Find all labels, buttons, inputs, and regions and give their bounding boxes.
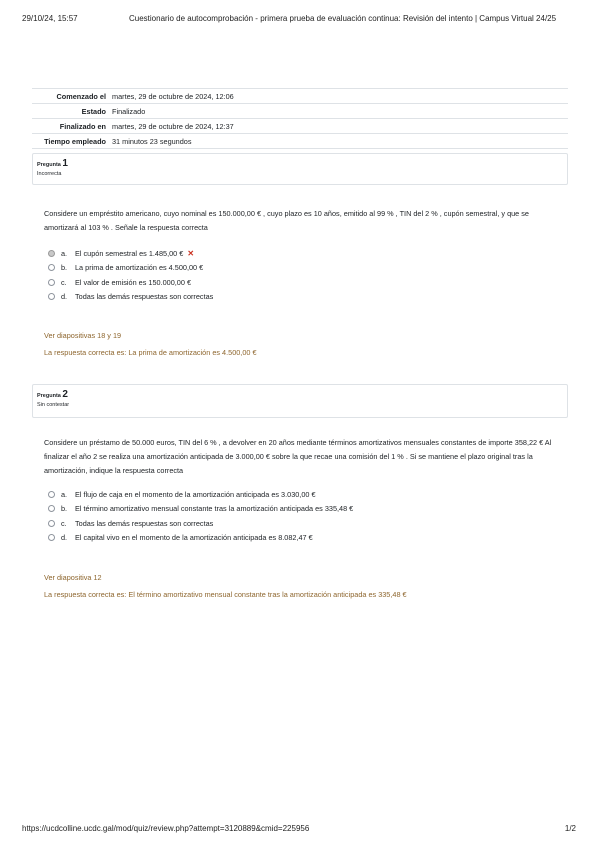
- general-feedback: Ver diapositiva 12: [44, 573, 102, 582]
- question-2-answers: [48, 487, 353, 545]
- question-state: Sin contestar: [37, 402, 70, 408]
- summary-row: [32, 89, 568, 104]
- answer-text: El flujo de caja en el momento de la amortización anticipada es 3.030,00 €: [75, 489, 316, 499]
- summary-value: martes, 29 de octubre de 2024, 12:37: [112, 121, 234, 131]
- answer-option[interactable]: [48, 487, 353, 502]
- answer-option[interactable]: [48, 275, 213, 290]
- page-url: https://ucdcolline.ucdc.gal/mod/quiz/review.php?attempt=3120889&cmid=225956: [22, 824, 310, 833]
- question-number-line: [37, 389, 563, 400]
- radio-button[interactable]: [48, 520, 55, 527]
- answer-letter: a.: [61, 489, 68, 499]
- answer-option[interactable]: [48, 246, 213, 261]
- answer-letter: c.: [61, 518, 67, 528]
- page-number: 1/2: [564, 824, 576, 833]
- radio-button[interactable]: [48, 279, 55, 286]
- attempt-summary-table: [32, 88, 568, 149]
- question-2-info: [32, 384, 568, 418]
- answer-letter: c.: [61, 277, 67, 287]
- answer-letter: b.: [61, 263, 68, 273]
- radio-button[interactable]: [48, 491, 55, 498]
- summary-value: 31 minutos 23 segundos: [112, 136, 192, 146]
- answer-letter: d.: [61, 533, 68, 543]
- question-number: 1: [62, 158, 68, 169]
- answer-text: La prima de amortización es 4.500,00 €: [75, 263, 204, 273]
- answer-letter: b.: [61, 504, 68, 514]
- summary-value: Finalizado: [112, 106, 146, 116]
- summary-row: [32, 119, 568, 134]
- print-datetime: 29/10/24, 15:57: [22, 14, 78, 23]
- summary-label: Finalizado en: [59, 121, 106, 131]
- summary-label: Estado: [81, 106, 106, 116]
- incorrect-icon: ✕: [187, 248, 195, 258]
- question-2-text: Considere un préstamo de 50.000 euros, TIN del 6 % , a devolver en 20 años mediante términos amortizativos mensuales constantes de importe 358,22 € Al finalizar el año 2 se realiza una amortización anticipada de 3.000,00 € sobre la que recae una comisión del 1 % . Si se mantiene el plazo original tras la amortización, indique la respuesta correcta: [44, 438, 552, 475]
- general-feedback: Ver diapositivas 18 y 19: [44, 331, 122, 340]
- answer-text: El capital vivo en el momento de la amortización anticipada es 8.082,47 €: [75, 533, 313, 543]
- answer-option[interactable]: [48, 502, 353, 517]
- question-number-line: [37, 158, 563, 169]
- answer-text: El cupón semestral es 1.485,00 €: [75, 248, 184, 258]
- answer-option[interactable]: [48, 531, 353, 546]
- question-1-answers: [48, 246, 213, 304]
- radio-button[interactable]: [48, 534, 55, 541]
- question-number: 2: [62, 389, 68, 400]
- question-1-info: [32, 153, 568, 185]
- radio-button[interactable]: [48, 250, 55, 257]
- radio-button[interactable]: [48, 264, 55, 271]
- right-answer: La respuesta correcta es: El término amortizativo mensual constante tras la amortización anticipada es 335,48 €: [44, 590, 407, 599]
- summary-row: [32, 134, 568, 149]
- answer-letter: a.: [61, 248, 68, 258]
- radio-button[interactable]: [48, 293, 55, 300]
- right-answer: La respuesta correcta es: La prima de amortización es 4.500,00 €: [44, 348, 257, 357]
- answer-text: El término amortizativo mensual constante tras la amortización anticipada es 335,48 €: [75, 504, 354, 514]
- summary-row: [32, 104, 568, 119]
- summary-value: martes, 29 de octubre de 2024, 12:06: [112, 91, 234, 101]
- question-label: Pregunta: [37, 393, 61, 399]
- answer-text: Todas las demás respuestas son correctas: [75, 292, 214, 302]
- question-label: Pregunta: [37, 162, 61, 168]
- answer-letter: d.: [61, 292, 68, 302]
- summary-label: Comenzado el: [56, 91, 106, 101]
- answer-option[interactable]: [48, 290, 213, 305]
- question-1-text: Considere un empréstito americano, cuyo nominal es 150.000,00 € , cuyo plazo es 10 años, emitido al 99 % , TIN del 2 % , cupón semestral, y que se amortizará al 103 % . Señale la respuesta correcta: [44, 209, 529, 232]
- summary-label: Tiempo empleado: [44, 136, 106, 146]
- answer-text: Todas las demás respuestas son correctas: [75, 518, 214, 528]
- question-state: Incorrecta: [37, 171, 62, 177]
- answer-text: El valor de emisión es 150.000,00 €: [75, 277, 192, 287]
- radio-button[interactable]: [48, 505, 55, 512]
- answer-option[interactable]: [48, 516, 353, 531]
- answer-option[interactable]: [48, 261, 213, 276]
- print-page-title: Cuestionario de autocomprobación - primera prueba de evaluación continua: Revisión del intento | Campus Virtual 24/25: [129, 14, 557, 23]
